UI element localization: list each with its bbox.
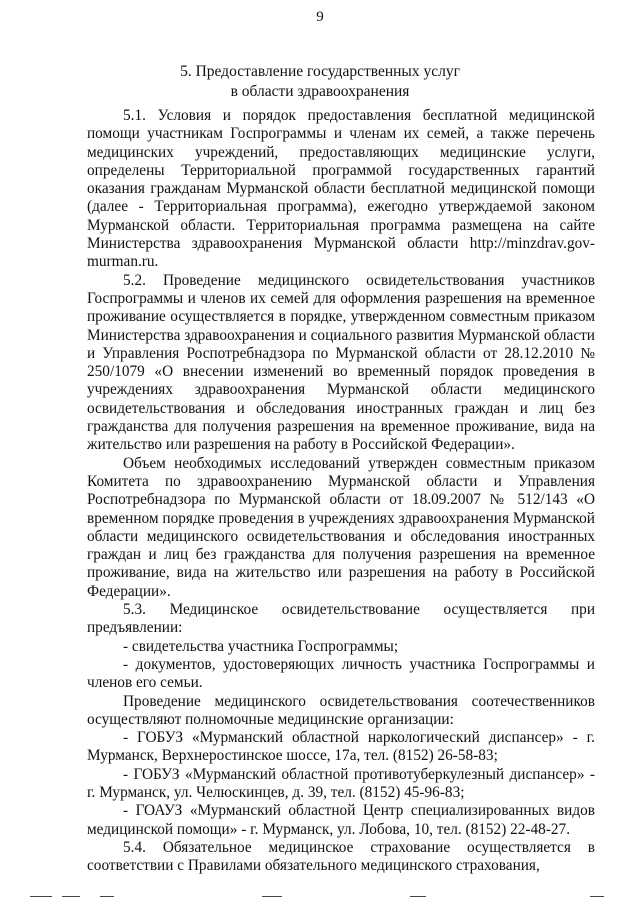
list-item-specialized-care-center: - ГОАУЗ «Мурманский областной Центр специализированных видов медицинской помощи» - г. Мурманск, ул. Лобова, 10, тел. (8152) 22-48-27.: [87, 802, 595, 838]
paragraph-5-3: 5.3. Медицинское освидетельствование осуществляется при предъявлении:: [87, 601, 595, 637]
list-item-certificate: - свидетельства участника Госпрограммы;: [123, 637, 399, 655]
paragraph-authorized-organizations: Проведение медицинского освидетельствования соотечественников осуществляют полномочные медицинские организации:: [87, 692, 595, 728]
scan-mark: [62, 896, 80, 897]
scan-mark: [262, 896, 282, 897]
paragraph-scope-of-tests: Объем необходимых исследований утвержден совместным приказом Комитета по здравоохранению Мурманской области и Управления Роспотребнадзора по Мурманской области от 18.09.2007 № 512/143 «О временном порядке проведения в учреждениях здравоохранения Мурманской области медицинского освидетельствования и обследования иностранных граждан и лиц без гражданства для получения разрешения на временное проживание, вида на жительство или разрешения на работу в Российской Федерации».: [87, 454, 595, 600]
list-item-identity-documents: - документов, удостоверяющих личность участника Госпрограммы и членов его семьи.: [87, 655, 595, 692]
scan-mark: [410, 896, 426, 897]
list-item-tuberculosis-dispensary: - ГОБУЗ «Мурманский областной противотуберкулезный диспансер» - г. Мурманск, ул. Челюскинцев, д. 39, тел. (8152) 45-96-83;: [87, 765, 595, 801]
section-heading-line-1: 5. Предоставление государственных услуг: [180, 63, 460, 80]
section-heading-line-2: в области здравоохранения: [230, 83, 410, 100]
scan-mark: [590, 896, 604, 897]
document-body: [87, 107, 595, 875]
paragraph-5-1: 5.1. Условия и порядок предоставления бесплатной медицинской помощи участникам Госпрограммы и членам их семей, а также перечень медицинских учреждений, предоставляющих медицинские услуги, определены Территориальной программой государственных гарантий оказания гражданам Мурманской области бесплатной медицинской помощи (далее - Территориальная программа), ежегодно утверждаемой законом Мурманской области. Территориальная программа размещена на сайте Министерства здравоохранения Мурманской области http://minzdrav.gov-murman.ru.: [87, 107, 595, 271]
paragraph-5-2: 5.2. Проведение медицинского освидетельствования участников Госпрограммы и членов их семей для оформления разрешения на временное проживание осуществляется в порядке, утвержденном совместным приказом Министерства здравоохранения и социального развития Мурманской области и Управления Роспотребнадзора по Мурманской области от 28.12.2010 № 250/1079 «О внесении изменений во временный порядок проведения в учреждениях здравоохранения Мурманской области медицинского освидетельствования и обследования иностранных граждан и лиц без гражданства для получения разрешения на временное проживание, вида на жительство или разрешения на работу в Российской Федерации».: [87, 271, 595, 454]
scan-mark: [30, 896, 52, 897]
paragraph-5-4: 5.4. Обязательное медицинское страхование осуществляется в соответствии с Правилами обязательного медицинского страхования,: [87, 838, 595, 875]
page-number: 9: [316, 9, 324, 25]
section-heading: [0, 62, 640, 102]
scan-mark: [100, 896, 114, 897]
list-item-narcology-dispensary: - ГОБУЗ «Мурманский областной наркологический диспансер» - г. Мурманск, Верхнеростинское шоссе, 17а, тел. (8152) 26-58-83;: [87, 729, 595, 765]
